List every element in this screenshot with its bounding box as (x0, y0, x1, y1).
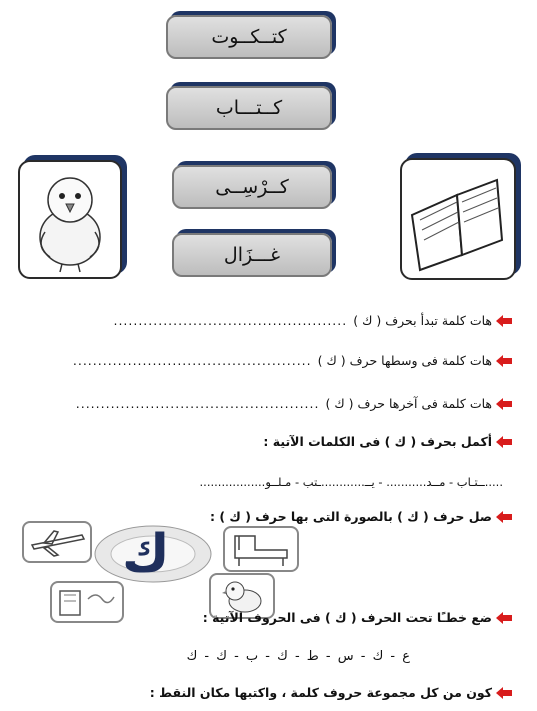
question-2-dots[interactable]: ................................................ (72, 353, 312, 368)
word-box-kitab (166, 86, 332, 130)
underline-letters[interactable]: ع - ك - س - ط - ك - ب - ك - ك (186, 649, 410, 664)
word-kitkot: كتــكــوت (211, 26, 287, 48)
question-3 (76, 396, 513, 411)
word-box-ghazal (172, 233, 332, 277)
red-arrow-icon (496, 315, 513, 327)
connect-instruction (210, 509, 513, 524)
question-1-text: هات كلمة تبدأ بحرف ( ك ) (353, 313, 492, 328)
question-2-text: هات كلمة فى وسطها حرف ( ك ) (317, 353, 492, 368)
complete-instruction-text: أكمل بحرف ( ك ) فى الكلمات الآتية : (263, 434, 492, 449)
book-small-icon (52, 583, 122, 621)
connect-letter: ك (122, 524, 170, 584)
word-kursi: كــرْسِــى (215, 176, 289, 198)
complete-instruction (263, 434, 513, 449)
question-1-dots[interactable]: ............................................... (113, 313, 348, 328)
book-icon (402, 160, 514, 278)
chair-picture[interactable] (223, 526, 299, 572)
red-arrow-icon (496, 687, 513, 699)
book-picture[interactable] (50, 581, 124, 623)
question-1 (113, 313, 513, 328)
question-3-text: هات كلمة فى آخرها حرف ( ك ) (325, 396, 492, 411)
airplane-icon (24, 523, 90, 561)
word-box-kursi (172, 165, 332, 209)
chair-icon (225, 528, 297, 570)
connect-instruction-text: صل حرف ( ك ) بالصورة التى بها حرف ( ك ) : (209, 509, 492, 524)
red-arrow-icon (496, 436, 513, 448)
airplane-picture[interactable] (22, 521, 92, 563)
form-instruction-text: كون من كل مجموعة حروف كلمة ، واكتبها مكان النقط : (149, 685, 492, 700)
question-3-dots[interactable]: ................................................. (75, 396, 320, 411)
red-arrow-icon (496, 355, 513, 367)
question-2 (73, 353, 513, 368)
word-ghazal: غـــزَال (223, 244, 281, 266)
underline-instruction (203, 610, 513, 625)
book-image-frame (400, 158, 516, 280)
red-arrow-icon (496, 398, 513, 410)
word-kitab: كــتـــاب (215, 97, 283, 119)
form-instruction (150, 685, 513, 700)
red-arrow-icon (496, 511, 513, 523)
red-arrow-icon (496, 612, 513, 624)
letter-plate (92, 522, 214, 587)
chick-image-frame (18, 160, 122, 279)
word-box-kitkot (166, 15, 332, 59)
complete-words[interactable]: .....ــتـاب - مــد........... - يــ............ـتب - مـلــو.................. (199, 475, 503, 489)
underline-instruction-text: ضع خطـًا تحت الحرف ( ك ) فى الحروف الآتية : (202, 610, 492, 625)
chick-icon (20, 162, 120, 277)
